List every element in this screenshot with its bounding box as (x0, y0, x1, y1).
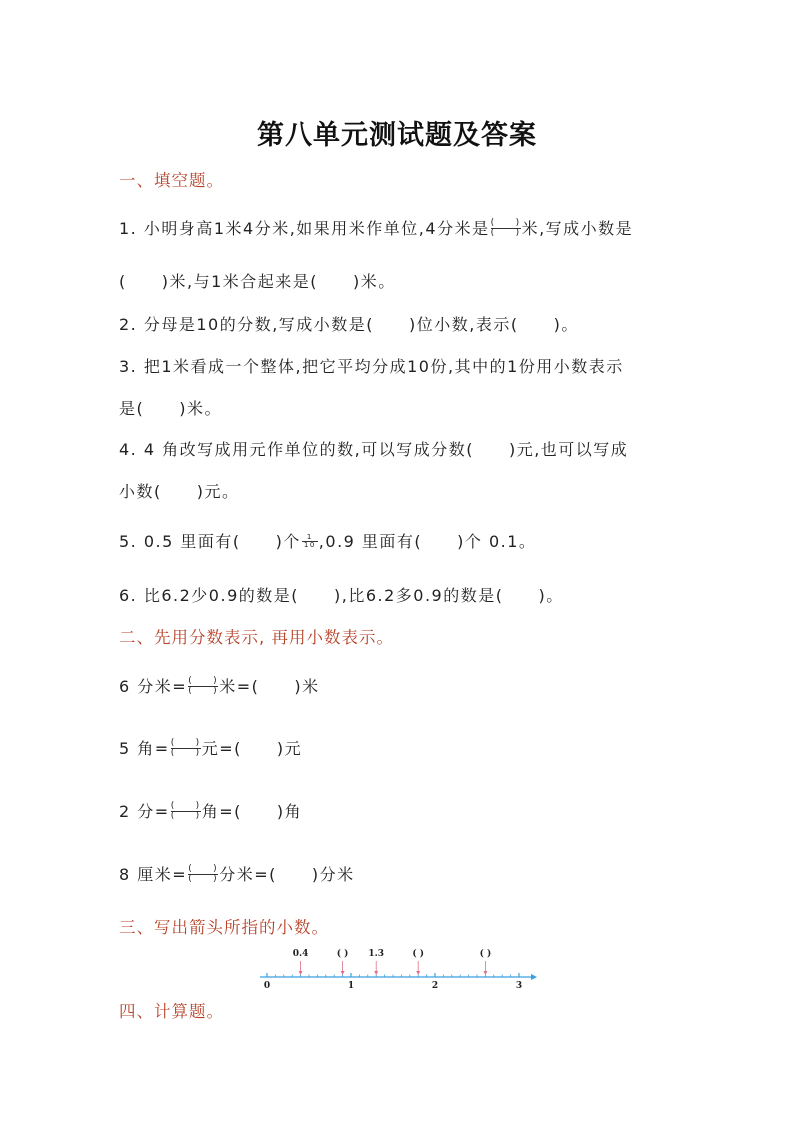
conversion-row: 5 角= ( ) ( ) 元=( )元 (119, 738, 303, 758)
tick-label: 1 (347, 981, 355, 991)
blank-fraction[interactable]: ( ) ( ) (188, 676, 219, 696)
question-6: 6. 比6.2少0.9的数是( ),比6.2多0.9的数是( )。 (119, 586, 564, 605)
section-arrows-heading: 三、写出箭头所指的小数。 (119, 918, 329, 937)
question-4-line-1: 4. 4 角改写成用元作单位的数,可以写成分数( )元,也可以写成 (119, 440, 629, 459)
question-4-line-2: 小数( )元。 (119, 482, 240, 501)
fraction-one-tenth: $\frac{1}{10}$ (303, 533, 316, 549)
number-line-arrowhead (531, 974, 537, 980)
blank-fraction[interactable]: ( ) ( ) (490, 218, 521, 238)
number-line-figure (255, 944, 540, 992)
conversion-row: 8 厘米= ( ) ( ) 分米=( )分米 (119, 864, 355, 884)
tick-label: 2 (431, 981, 439, 991)
pointer-arrowhead (416, 971, 420, 975)
section-convert-heading: 二、先用分数表示, 再用小数表示。 (119, 628, 394, 647)
q1-text-a: 1. 小明身高1米4分米,如果用米作单位,4分米是 (119, 219, 490, 238)
section-fill-heading: 一、填空题。 (119, 171, 224, 190)
blank-fraction[interactable]: ( ) ( ) (188, 864, 219, 884)
arrow-label: ( ) (412, 949, 425, 959)
pointer-arrowhead (374, 971, 378, 975)
arrow-label: ( ) (479, 949, 492, 959)
conversion-row: 2 分= ( ) ( ) 角=( )角 (119, 801, 303, 821)
q1-text-b: 米,写成小数是 (521, 219, 634, 238)
tick-label: 0 (263, 981, 271, 991)
question-3-line-2: 是( )米。 (119, 399, 222, 418)
pointer-arrowhead (483, 971, 487, 975)
question-5: 5. 0.5 里面有( )个 $\frac{1}{10}$ ,0.9 里面有( )个 0.1。 (119, 532, 537, 551)
tick-label: 3 (515, 981, 523, 991)
blank-fraction[interactable]: ( ) ( ) (170, 738, 201, 758)
arrow-label: 1.3 (368, 949, 385, 959)
pointer-arrowhead (341, 971, 345, 975)
blank-fraction[interactable]: ( ) ( ) (170, 801, 201, 821)
question-2: 2. 分母是10的分数,写成小数是( )位小数,表示( )。 (119, 315, 579, 334)
section-calc-heading: 四、计算题。 (119, 1002, 224, 1021)
page-title: 第八单元测试题及答案 (257, 120, 537, 151)
question-3-line-1: 3. 把1米看成一个整体,把它平均分成10份,其中的1份用小数表示 (119, 357, 624, 376)
question-1-line-2: ( )米,与1米合起来是( )米。 (119, 272, 396, 291)
conversion-row: 6 分米= ( ) ( ) 米=( )米 (119, 676, 320, 696)
arrow-label: ( ) (336, 949, 349, 959)
pointer-arrowhead (299, 971, 303, 975)
arrow-label: 0.4 (292, 949, 309, 959)
question-1-line-1 (119, 219, 633, 239)
